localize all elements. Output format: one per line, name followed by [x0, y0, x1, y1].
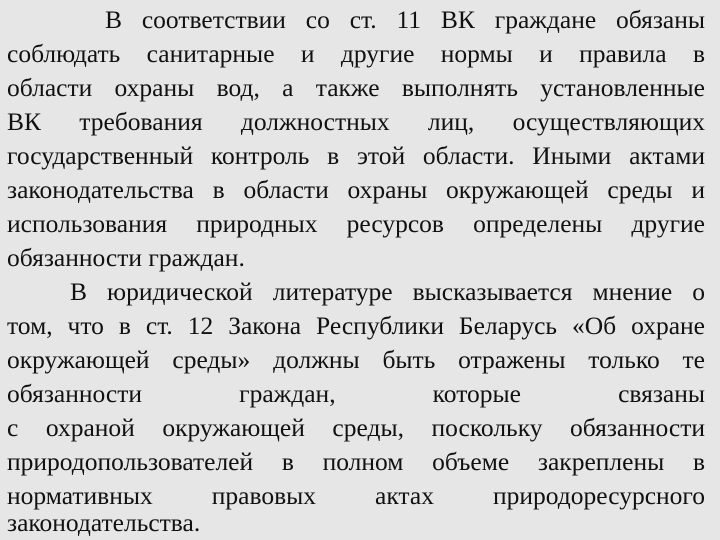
text-line: обязанности граждан. — [7, 243, 245, 272]
text-line: В соответствии со ст. 11 ВК граждане обязаны — [105, 5, 705, 34]
text-line: законодательства в области охраны окружающей среды и — [7, 175, 705, 204]
text-line: с охраной окружающей среды, поскольку обязанности — [7, 413, 705, 442]
text-line: том, что в ст. 12 Закона Республики Беларусь «Об охране — [7, 311, 705, 340]
text-line: нормативных правовых актах природоресурсного — [7, 481, 705, 510]
text-line: природопользователей в полном объеме закреплены в — [7, 447, 705, 476]
text-line: законодательства. — [7, 508, 201, 537]
text-line: государственный контроль в этой области. Иными актами — [7, 141, 705, 170]
text-line: окружающей среды» должны быть отражены только те — [7, 345, 705, 374]
text-line: соблюдать санитарные и другие нормы и правила в — [7, 39, 705, 68]
text-line: В юридической литературе высказывается мнение о — [70, 277, 705, 306]
text-line: области охраны вод, а также выполнять установленные — [7, 73, 705, 102]
text-line: ВК требования должностных лиц, осуществляющих — [7, 107, 705, 136]
text-line: использования природных ресурсов определены другие — [7, 209, 705, 238]
text-line: обязанности граждан, которые связаны — [7, 379, 705, 408]
